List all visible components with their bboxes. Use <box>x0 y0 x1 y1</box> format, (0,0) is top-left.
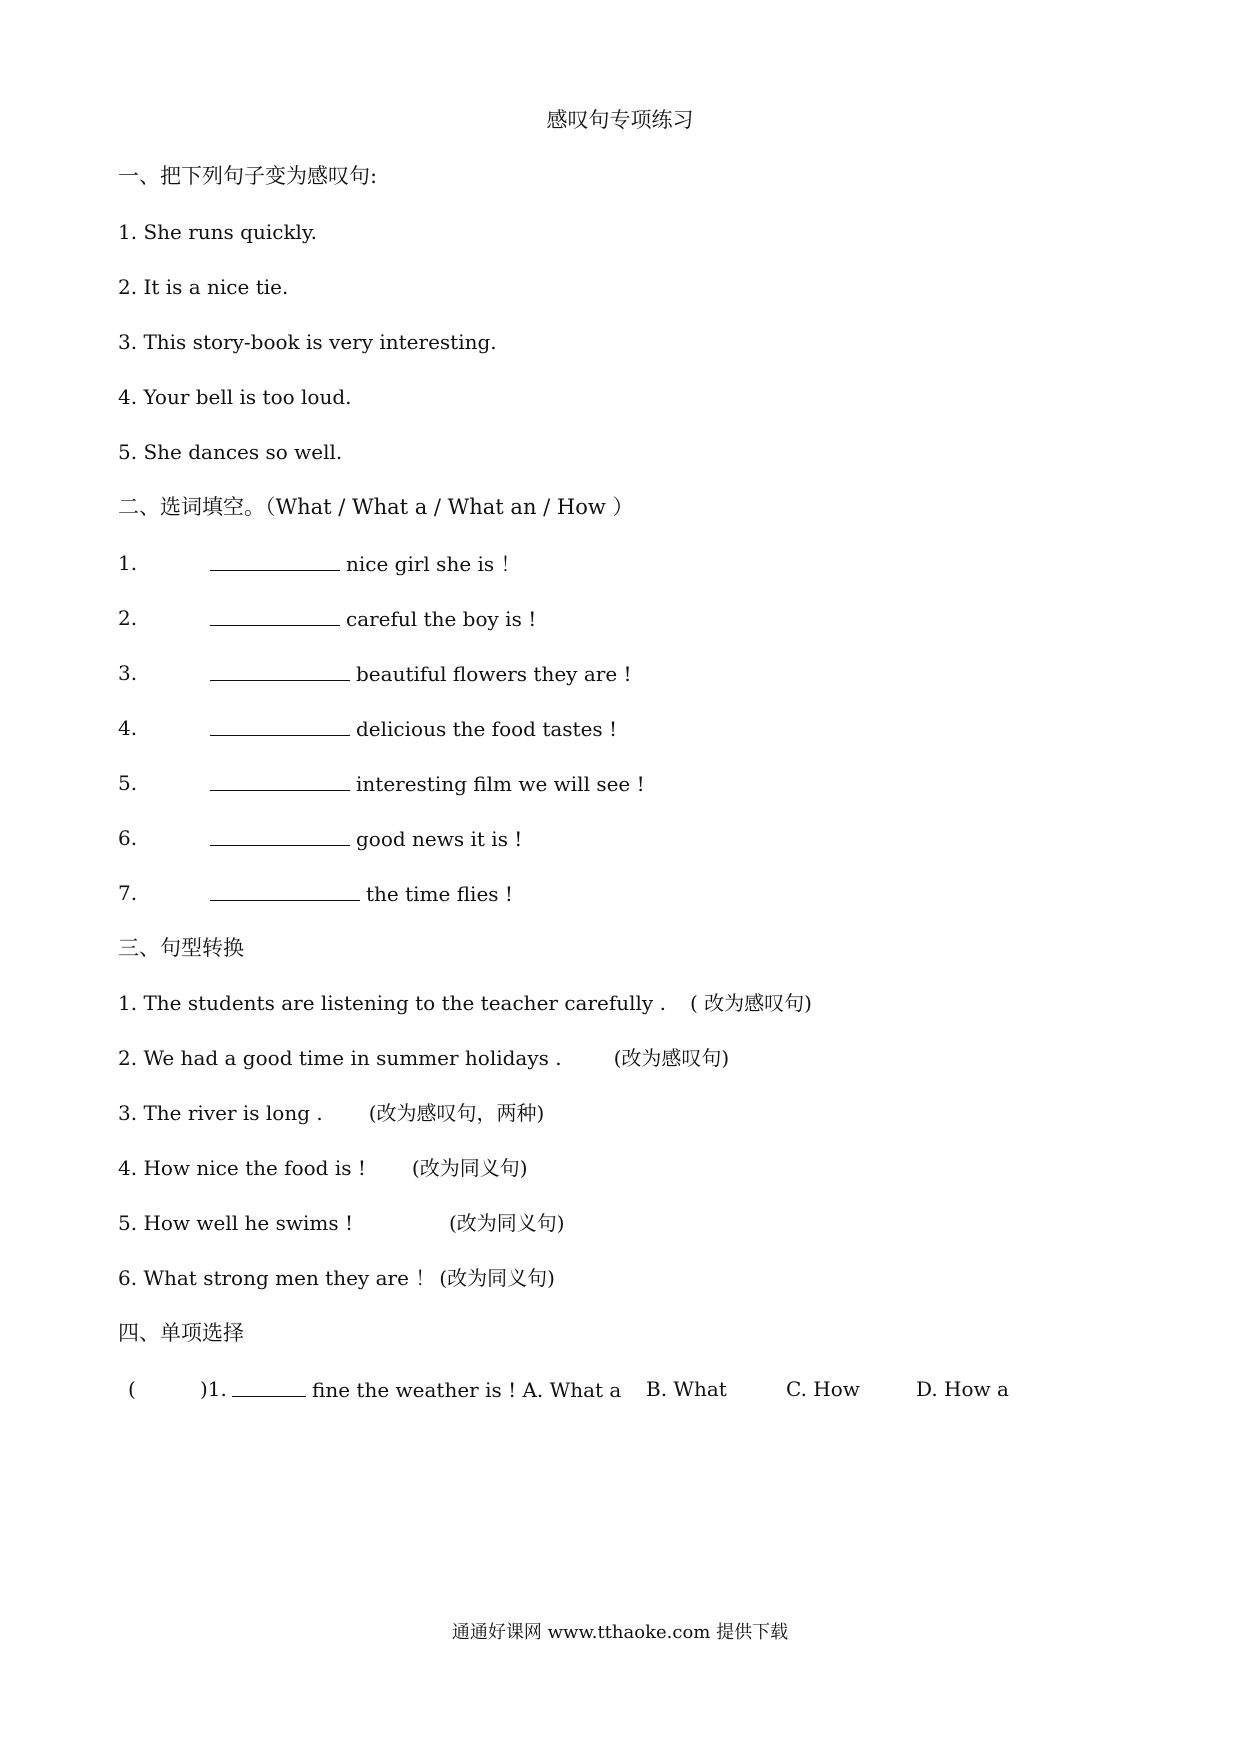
section4-q1-number: )1. <box>200 1377 227 1401</box>
section3-item-4 <box>118 1155 528 1181</box>
section3-item-1 <box>118 990 812 1016</box>
section2-item-6-text: good news it is ! <box>356 827 523 851</box>
section3-item-5-text: 5. How well he swims ! <box>118 1211 353 1235</box>
section2-item-3-number: 3. <box>118 661 138 685</box>
section3-item-2 <box>118 1045 729 1071</box>
section2-item-1-text: nice girl she is ！ <box>346 552 521 576</box>
answer-blank[interactable] <box>210 770 350 791</box>
section1-heading: 一、把下列句子变为感叹句: <box>118 164 378 188</box>
section3-item-3 <box>118 1100 544 1126</box>
section3-item-6-text: 6. What strong men they are ！ <box>118 1266 436 1290</box>
section2-item-4-number: 4. <box>118 716 138 740</box>
section2-item-7-text: the time flies ! <box>366 882 513 906</box>
section3-item-2-instruction: (改为感叹句) <box>613 1046 730 1070</box>
section3-item-4-text: 4. How nice the food is ! <box>118 1156 366 1180</box>
section3-item-6 <box>118 1265 555 1291</box>
section3-item-3-instruction: (改为感叹句，两种) <box>368 1101 545 1125</box>
section2-heading: 二、选词填空。（What / What a / What an / How ） <box>118 495 634 519</box>
answer-blank[interactable] <box>232 1376 306 1397</box>
answer-blank[interactable] <box>210 550 340 571</box>
section4-q1-stem <box>232 1376 621 1403</box>
section2-item-3-text: beautiful flowers they are ! <box>356 662 632 686</box>
section4-heading: 四、单项选择 <box>118 1321 244 1345</box>
section4-q1-option-c: C. How <box>786 1377 860 1401</box>
section2-item-3 <box>210 660 632 687</box>
section2-item-7-number: 7. <box>118 881 138 905</box>
answer-blank[interactable] <box>210 825 350 846</box>
section3-item-4-instruction: (改为同义句) <box>411 1156 528 1180</box>
section2-item-4 <box>210 715 617 742</box>
section2-item-5-text: interesting film we will see ! <box>356 772 645 796</box>
page-footer: 通通好课网 www.tthaoke.com 提供下载 <box>451 1622 789 1643</box>
section3-item-5 <box>118 1210 565 1236</box>
section4-q1-paren-open: ( <box>128 1377 136 1401</box>
section1-item-4: 4. Your bell is too loud. <box>118 385 352 409</box>
section3-item-1-instruction: ( 改为感叹句) <box>689 991 812 1015</box>
section3-item-3-text: 3. The river is long . <box>118 1101 323 1125</box>
section3-item-5-instruction: (改为同义句) <box>448 1211 565 1235</box>
section1-item-3: 3. This story-book is very interesting. <box>118 330 497 354</box>
page-title: 感叹句专项练习 <box>546 108 694 132</box>
section1-item-2: 2. It is a nice tie. <box>118 275 289 299</box>
section3-item-2-text: 2. We had a good time in summer holidays . <box>118 1046 562 1070</box>
section2-item-6-number: 6. <box>118 826 138 850</box>
section1-item-5: 5. She dances so well. <box>118 440 343 464</box>
section2-item-7 <box>210 880 513 907</box>
section2-item-4-text: delicious the food tastes ! <box>356 717 618 741</box>
section2-item-6 <box>210 825 522 852</box>
section2-item-2-text: careful the boy is ! <box>346 607 537 631</box>
section4-q1-option-d: D. How a <box>916 1377 1009 1401</box>
section3-heading: 三、句型转换 <box>118 936 244 960</box>
section3-item-1-text: 1. The students are listening to the teacher carefully . <box>118 991 666 1015</box>
section2-item-2 <box>210 605 536 632</box>
answer-blank[interactable] <box>210 605 340 626</box>
section2-item-1 <box>210 550 521 577</box>
section2-item-5-number: 5. <box>118 771 138 795</box>
section2-item-5 <box>210 770 645 797</box>
answer-blank[interactable] <box>210 715 350 736</box>
section3-item-6-instruction: (改为同义句) <box>439 1266 555 1290</box>
section1-item-1: 1. She runs quickly. <box>118 220 317 244</box>
answer-blank[interactable] <box>210 880 360 901</box>
section2-item-2-number: 2. <box>118 606 138 630</box>
answer-blank[interactable] <box>210 660 350 681</box>
section2-item-1-number: 1. <box>118 551 138 575</box>
section4-q1-stem-text: fine the weather is ! A. What a <box>312 1378 622 1402</box>
section4-q1-option-b: B. What <box>646 1377 727 1401</box>
